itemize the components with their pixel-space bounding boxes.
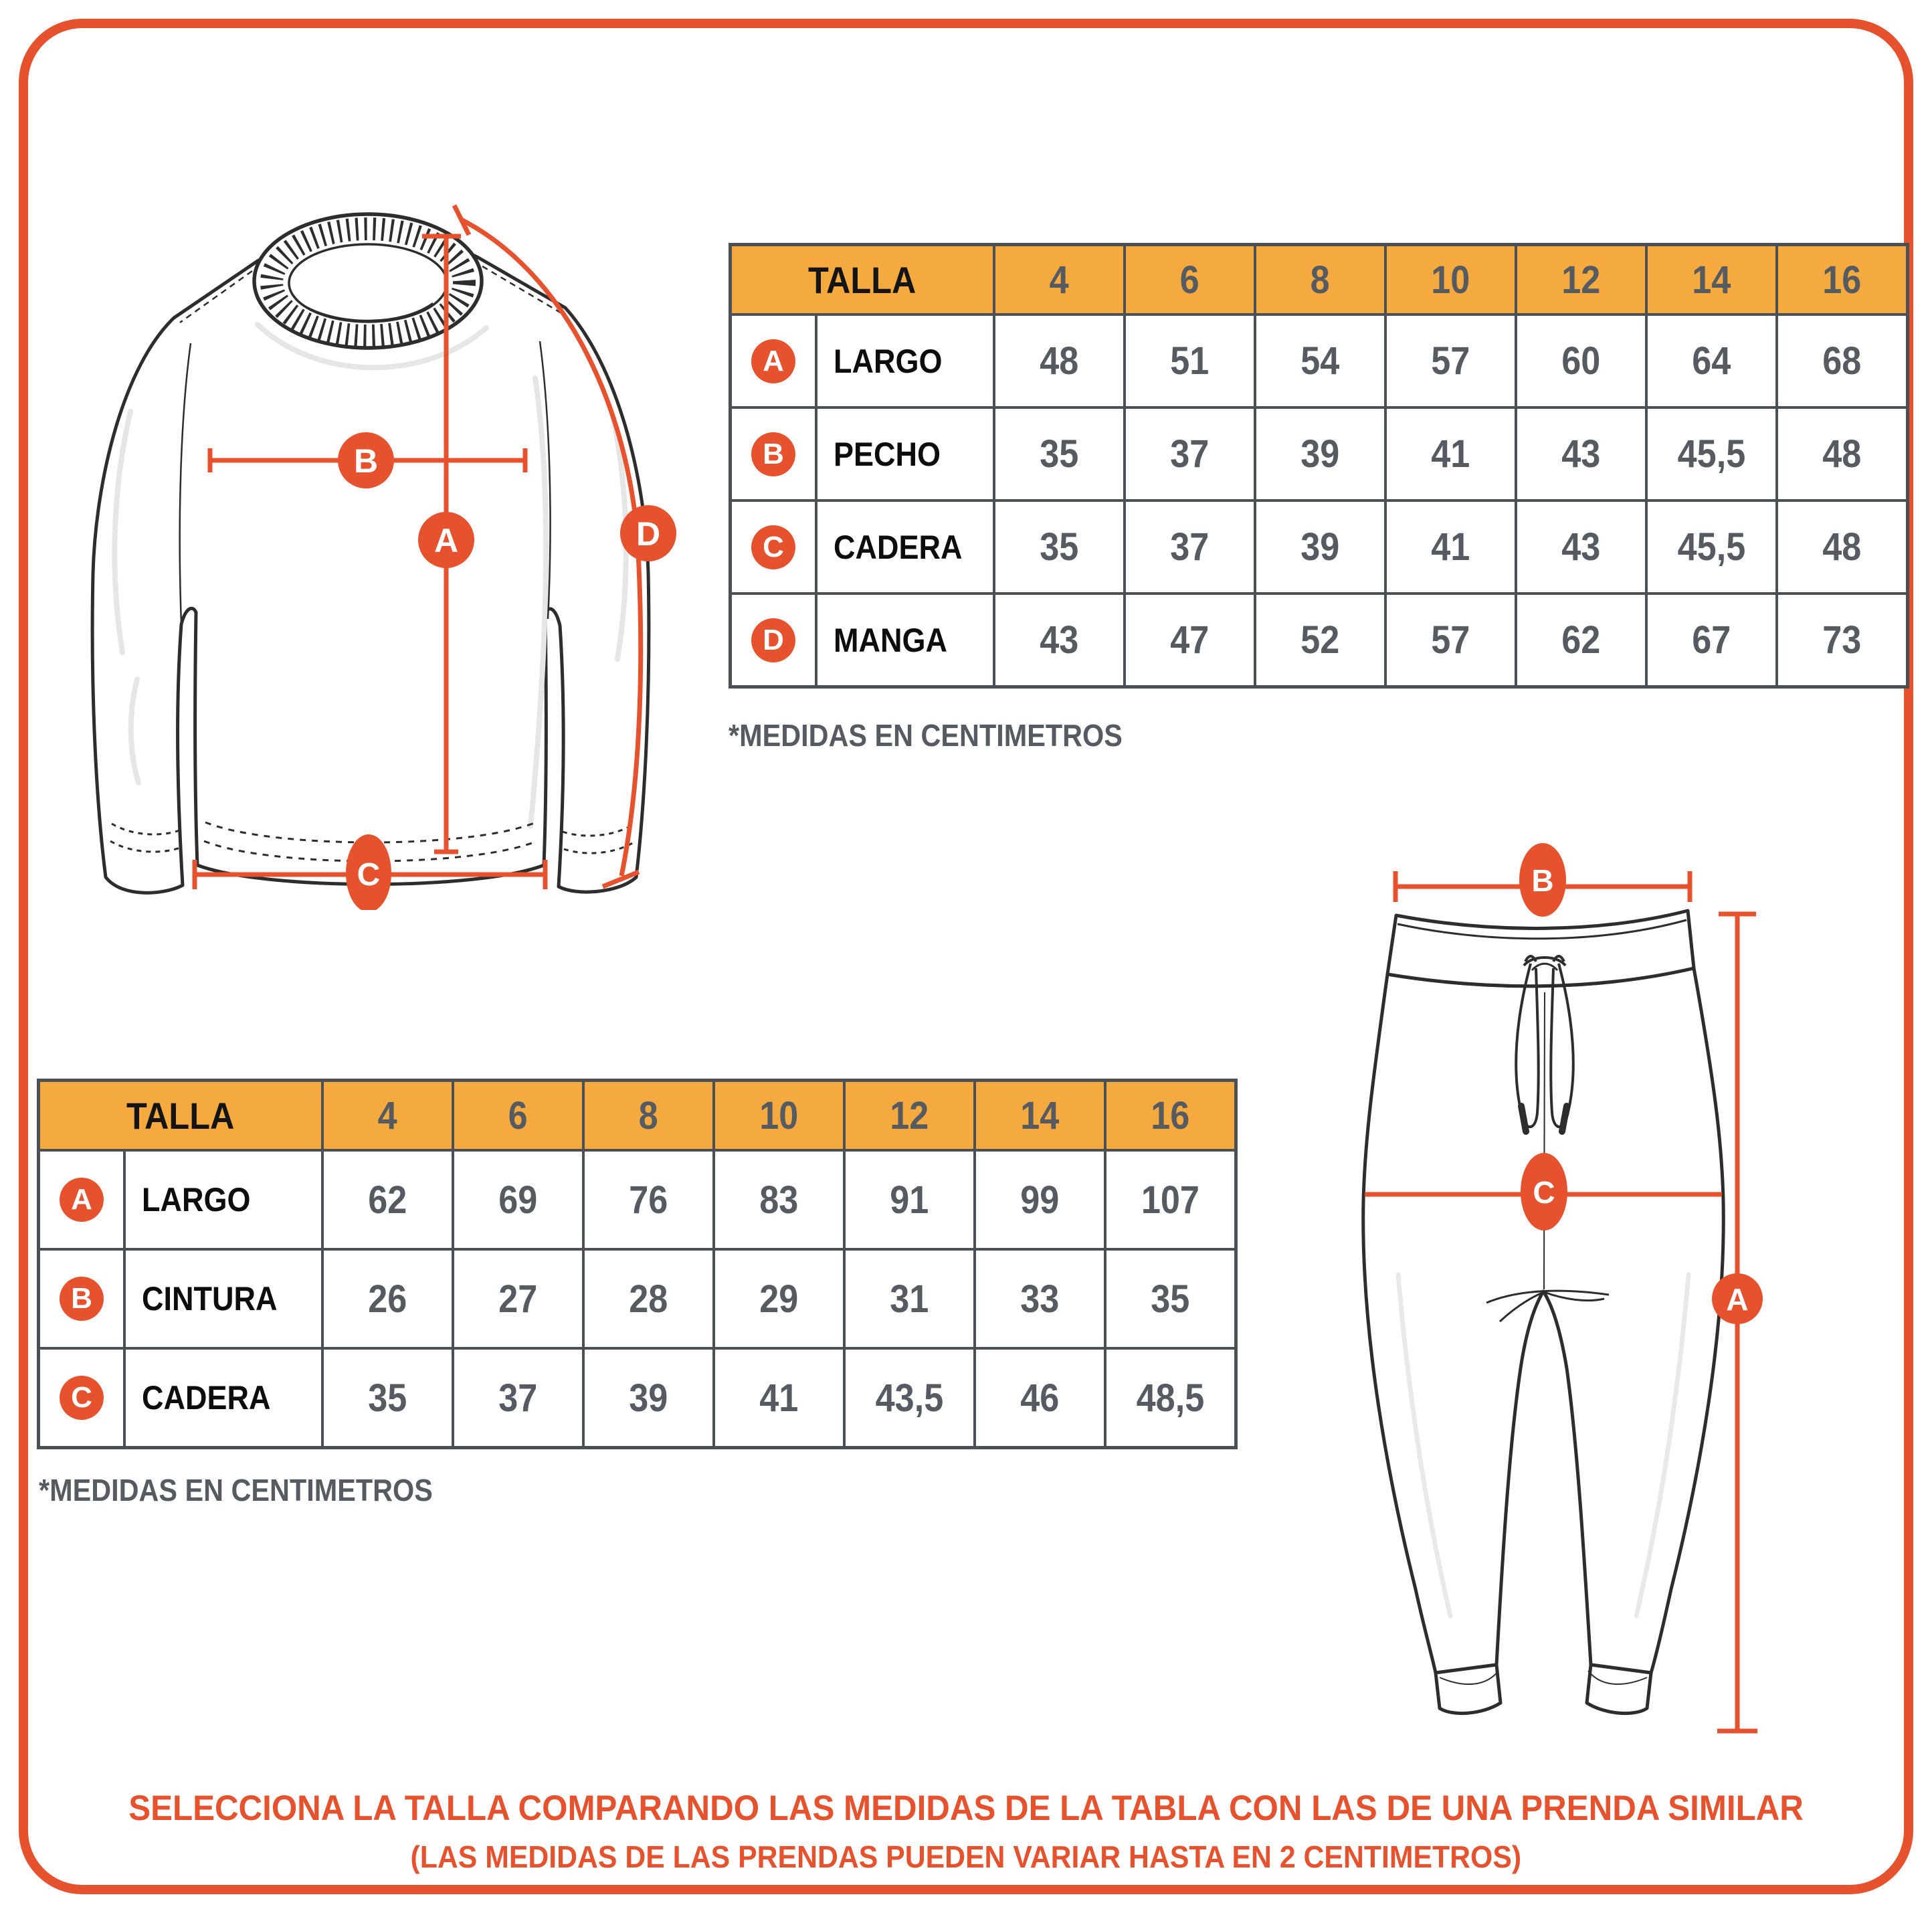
shirt-marker-c-label: C — [357, 857, 381, 893]
pants-row-cadera-label: CADERA — [126, 1350, 321, 1446]
table-cell: 60 — [1517, 316, 1645, 406]
shirt-table-header-talla: TALLA — [732, 246, 993, 313]
marker-c-badge: C — [751, 525, 795, 569]
table-cell: 45,5 — [1648, 409, 1775, 499]
pants-row-cintura-label: CINTURA — [126, 1251, 321, 1347]
table-cell: 76 — [585, 1152, 712, 1248]
pants-marker-c-label: C — [1533, 1175, 1555, 1210]
table-cell: 37 — [1126, 502, 1254, 592]
footer-instruction: SELECCIONA LA TALLA COMPARANDO LAS MEDIDAS DE LA TABLA CON LAS DE UNA PRENDA SIMILAR — [128, 1789, 1804, 1828]
pants-size-col-10: 10 — [715, 1082, 843, 1149]
marker-d-badge: D — [751, 618, 795, 662]
table-cell: 48,5 — [1106, 1350, 1234, 1446]
table-cell: 43 — [995, 595, 1123, 685]
shirt-size-col-6: 6 — [1126, 246, 1254, 313]
table-cell: 26 — [324, 1251, 452, 1347]
table-cell: 43 — [1517, 502, 1645, 592]
table-cell: 27 — [454, 1251, 582, 1347]
table-cell: 83 — [715, 1152, 843, 1248]
shirt-size-col-10: 10 — [1387, 246, 1515, 313]
table-cell: 62 — [324, 1152, 452, 1248]
table-cell: 57 — [1387, 595, 1515, 685]
pants-units-note: *MEDIDAS EN CENTIMETROS — [39, 1473, 433, 1508]
table-cell: 67 — [1648, 595, 1775, 685]
pants-outline — [1363, 911, 1724, 1714]
table-cell: 69 — [454, 1152, 582, 1248]
shirt-size-col-12: 12 — [1517, 246, 1645, 313]
table-cell: 48 — [995, 316, 1123, 406]
table-cell: 99 — [976, 1152, 1104, 1248]
table-cell: 47 — [1126, 595, 1254, 685]
table-cell: 51 — [1126, 316, 1254, 406]
shirt-row-cadera-label: CADERA — [817, 502, 993, 592]
table-cell: 28 — [585, 1251, 712, 1347]
table-cell: 43 — [1517, 409, 1645, 499]
table-cell: 91 — [846, 1152, 973, 1248]
table-cell: 54 — [1256, 316, 1384, 406]
shirt-diagram — [37, 191, 733, 910]
table-cell: 73 — [1778, 595, 1906, 685]
pants-size-col-14: 14 — [976, 1082, 1104, 1149]
table-cell: 37 — [454, 1350, 582, 1446]
shirt-row-manga-label: MANGA — [817, 595, 993, 685]
marker-c-badge: C — [60, 1376, 104, 1420]
table-cell: 41 — [1387, 409, 1515, 499]
shirt-row-largo-label: LARGO — [817, 316, 993, 406]
table-cell: 48 — [1778, 409, 1906, 499]
pants-marker-b-label: B — [1531, 863, 1554, 898]
shirt-marker-d-label: D — [636, 515, 661, 553]
marker-a-badge: A — [751, 339, 795, 383]
shirt-size-col-4: 4 — [995, 246, 1123, 313]
marker-b-badge: B — [751, 432, 795, 476]
marker-b-badge: B — [60, 1277, 104, 1321]
shirt-row-manga-marker — [732, 595, 815, 685]
table-cell: 41 — [715, 1350, 843, 1446]
table-cell: 29 — [715, 1251, 843, 1347]
table-cell: 68 — [1778, 316, 1906, 406]
table-cell: 64 — [1648, 316, 1775, 406]
table-cell: 46 — [976, 1350, 1104, 1446]
shirt-size-table — [729, 243, 1909, 689]
table-cell: 35 — [995, 502, 1123, 592]
pants-row-cadera-marker — [40, 1350, 123, 1446]
table-cell: 41 — [1387, 502, 1515, 592]
pants-diagram — [1331, 793, 1920, 1770]
table-cell: 37 — [1126, 409, 1254, 499]
shirt-row-cadera-marker — [732, 502, 815, 592]
pants-row-largo-label: LARGO — [126, 1152, 321, 1248]
pants-size-col-4: 4 — [324, 1082, 452, 1149]
pants-marker-a-label: A — [1726, 1282, 1749, 1317]
pants-size-col-6: 6 — [454, 1082, 582, 1149]
pants-row-largo-marker — [40, 1152, 123, 1248]
table-cell: 39 — [1256, 502, 1384, 592]
shirt-size-col-14: 14 — [1648, 246, 1775, 313]
pants-size-col-16: 16 — [1106, 1082, 1234, 1149]
table-cell: 35 — [995, 409, 1123, 499]
shirt-marker-a-label: A — [433, 522, 459, 559]
table-cell: 62 — [1517, 595, 1645, 685]
shirt-row-pecho-marker — [732, 409, 815, 499]
table-cell: 43,5 — [846, 1350, 973, 1446]
table-cell: 35 — [1106, 1251, 1234, 1347]
table-cell: 48 — [1778, 502, 1906, 592]
table-cell: 33 — [976, 1251, 1104, 1347]
table-cell: 39 — [1256, 409, 1384, 499]
shirt-row-largo-marker — [732, 316, 815, 406]
table-cell: 35 — [324, 1350, 452, 1446]
pants-table-header-talla: TALLA — [40, 1082, 321, 1149]
table-cell: 57 — [1387, 316, 1515, 406]
shirt-size-col-8: 8 — [1256, 246, 1384, 313]
table-cell: 45,5 — [1648, 502, 1775, 592]
pants-row-cintura-marker — [40, 1251, 123, 1347]
shirt-marker-b-label: B — [353, 442, 379, 480]
table-cell: 39 — [585, 1350, 712, 1446]
pants-size-table — [37, 1079, 1238, 1449]
pants-size-col-8: 8 — [585, 1082, 712, 1149]
footer-disclaimer: (LAS MEDIDAS DE LAS PRENDAS PUEDEN VARIAR HASTA EN 2 CENTIMETROS) — [410, 1839, 1522, 1874]
table-cell: 52 — [1256, 595, 1384, 685]
table-cell: 107 — [1106, 1152, 1234, 1248]
shirt-size-col-16: 16 — [1778, 246, 1906, 313]
table-cell: 31 — [846, 1251, 973, 1347]
shirt-row-pecho-label: PECHO — [817, 409, 993, 499]
pants-size-col-12: 12 — [846, 1082, 973, 1149]
shirt-units-note: *MEDIDAS EN CENTIMETROS — [729, 718, 1123, 753]
marker-a-badge: A — [60, 1178, 104, 1222]
